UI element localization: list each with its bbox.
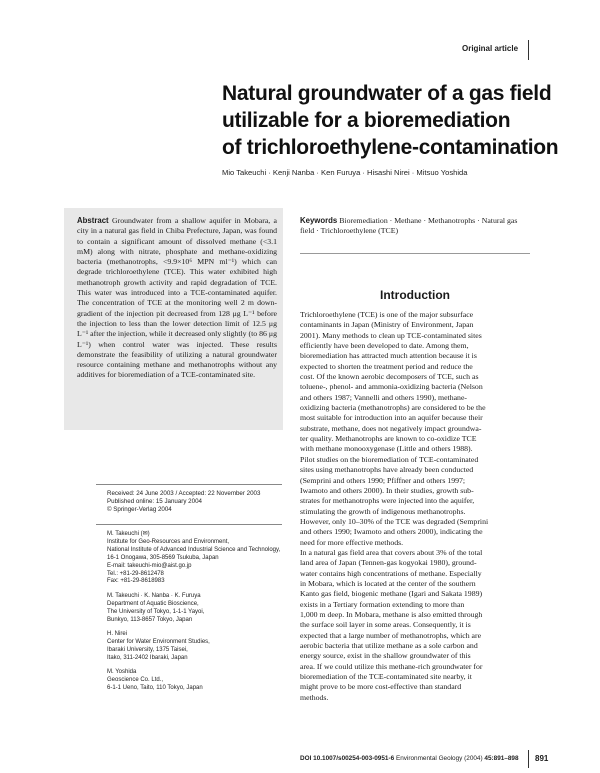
affiliation-names: H. Nirei (107, 631, 128, 637)
body-line: bioremediation of the TCE-contaminated site nearby, it (300, 672, 472, 682)
affiliation-names: M. Yoshida (107, 669, 137, 675)
body-line: the surface soil layer in some areas. Consequently, it is (300, 620, 471, 630)
body-line: stimulating the growth of indigenous methanotrophs. (300, 506, 466, 516)
body-line: land area of Japan (Tennen-gas kogyokai 1980), ground- (300, 558, 477, 568)
body-line: substrate, methane, does not negatively impact groundwa- (300, 423, 482, 433)
header-rule (528, 40, 529, 60)
affiliation-block (107, 631, 287, 663)
body-line: In a natural gas field area that covers about 3% of the total (300, 547, 483, 557)
affiliation-line: Itako, 311-2402 Ibaraki, Japan (107, 654, 188, 661)
article-title (222, 80, 559, 161)
affiliation-line: 16-1 Onogawa, 305-8569 Tsukuba, Japan (107, 554, 219, 561)
affiliation-line: National Institute of Advanced Industrial Science and Technology, (107, 546, 281, 553)
body-line: expected that a large number of methanotrophs, which are (300, 630, 482, 640)
doi: DOI 10.1007/s00254-003-0951-6 (300, 755, 395, 762)
body-line: aerobic bacteria that utilize methane as a sole carbon and (300, 641, 478, 650)
body-line: and others 1990; Iwamoto and others 2000), indicating the (300, 527, 483, 537)
body-line: sites using methanotrophs have already been conducted (300, 465, 474, 475)
affiliation-line: E-mail: takeuchi-mio@aist.go.jp (107, 562, 192, 569)
affiliation-names: M. Takeuchi (✉) (107, 531, 150, 537)
body-line: Kanto gas field, biogenic methane (Igari and Sakata 1989) (300, 589, 483, 599)
body-line: cost. Of the known aerobic decomposers of TCE, such as (300, 372, 479, 382)
abstract-label: Abstract (77, 216, 109, 225)
footer-rule (528, 750, 529, 768)
introduction-body (300, 310, 527, 703)
affiliation-block (107, 593, 287, 625)
affiliation-line: Ibaraki University, 1375 Taisei, (107, 646, 188, 653)
abstract-text: Groundwater from a shallow aquifer in Mobara, a city in a natural gas field in Chiba Prefecture, Japan, was found to contain a significant amount of dissolved methane (<3.1 mM) along with nitrate, phosphate and methane-oxidizing bacteria (methanotrophs, <9.9×10⁶ MPN ml⁻¹) which can degrade trichloroethylene (TCE). This water exhibited high methanotroph growth activity and rapid degradation of TCE. This water was introduced into a TCE-contaminated aquifer. The concentration of TCE at the monitoring well 2 m down-gradient of the injection pit decreased from 128 μg L⁻¹ before the injection to less than the lower detection limit of 12.5 μg L⁻¹ after the injection, while it decreased only slightly (to 86 μg L⁻¹) when control water was injected. These results demonstrate the feasibility of utilizing a natural groundwater resource containing methane and methanotrophs without any additives for bioremediation of a TCE-contaminated site. (77, 216, 278, 380)
body-line: most suitable for introduction into an aquifer because their (300, 413, 483, 423)
body-line: (Semprini and others 1990; Pfiffner and others 1997; (300, 475, 466, 485)
affiliation-line: Geoscience Co. Ltd., (107, 676, 164, 683)
body-line: and others 1987; Vannelli and others 1990), methane- (300, 392, 468, 402)
body-line: water contains high concentrations of methane. Especially (300, 568, 482, 578)
publication-dates (107, 490, 287, 515)
title-line: Natural groundwater of a gas field (222, 82, 552, 105)
keywords-text: Bioremediation · Methane · Methanotrophs · Natural gas field · Trichloroethylene (TCE) (300, 216, 518, 236)
keywords-rule (300, 253, 530, 254)
body-line: 2001). Many methods to clean up TCE-contaminated sites (300, 330, 482, 340)
copyright: © Springer-Verlag 2004 (107, 506, 172, 514)
received-date: Received: 24 June 2003 / Accepted: 22 November 2003 (107, 490, 261, 497)
affiliations-rule (96, 524, 282, 525)
body-line: Trichloroethylene (TCE) is one of the major subsurface (300, 310, 474, 319)
title-line: utilizable for a bioremediation (222, 109, 511, 132)
introduction-heading: Introduction (380, 288, 450, 302)
journal-name: Environmental Geology (2004) (395, 755, 483, 762)
body-line: energy source, exist in the shallow groundwater of this (300, 651, 471, 661)
body-line: oxidizing bacteria (methanotrophs) are considered to be the (300, 403, 486, 413)
body-line: might prove to be more cost-effective than standard (300, 682, 462, 692)
article-type-label: Original article (462, 44, 519, 53)
body-line: need for more effective methods. (300, 537, 404, 547)
affiliation-line: Center for Water Environment Studies, (107, 638, 210, 645)
affiliation-names: M. Takeuchi · K. Nanba · K. Furuya (107, 593, 201, 599)
body-line: expected to shorten the treatment period and reduce the (300, 361, 473, 371)
affiliation-line: Institute for Geo-Resources and Environment, (107, 538, 230, 545)
body-line: in Mobara, which is located at the center of the southern (300, 578, 476, 588)
body-line: ter quality. Methanotrophs are known to co-oxidize TCE (300, 434, 477, 444)
body-line: exists in a Tertiary formation extending to more than (300, 599, 465, 609)
body-line: 1,000 m deep. In Mobara, methane is also emitted through (300, 609, 483, 619)
body-line: area. If we could utilize this methane-rich groundwater for (300, 661, 483, 671)
affiliation-block (107, 531, 287, 586)
body-line: contaminants in Japan (Ministry of Environment, Japan (300, 320, 474, 330)
volume-pages: 45:891–898 (484, 755, 519, 762)
body-line: strates for methanotrophs were injected into the aquifer, (300, 496, 475, 506)
body-line: However, only 10–30% of the TCE was degraded (Semprini (300, 516, 489, 526)
body-line: toluene-, phenol- and ammonia-oxidizing bacteria (Nelson (300, 382, 483, 392)
body-line: Pilot studies on the bioremediation of TCE-contaminated (300, 454, 479, 464)
footer-citation (300, 755, 519, 762)
affiliation-line: Fax: +81-29-8618983 (107, 578, 165, 585)
body-line: bioremediation has attracted much attention because it is (300, 351, 477, 361)
affiliation-line: 6-1-1 Ueno, Taito, 110 Tokyo, Japan (107, 684, 203, 691)
abstract (77, 216, 277, 381)
affiliation-line: The University of Tokyo, 1-1-1 Yayoi, (107, 608, 205, 615)
keywords-label: Keywords (300, 216, 338, 225)
dates-rule (96, 484, 282, 485)
page-number: 891 (535, 754, 549, 763)
published-date: Published online: 15 January 2004 (107, 498, 202, 506)
title-line: of trichloroethylene-contamination (222, 136, 559, 159)
body-line: efficiently have been developed to date. Among them, (300, 341, 469, 351)
affiliation-block (107, 669, 287, 693)
body-line: with methane monooxygenase (Little and others 1988). (300, 444, 473, 454)
affiliation-line: Tel.: +81-29-8612478 (107, 570, 164, 577)
body-line: Iwamoto and others 2000). In their studies, growth sub- (300, 485, 474, 495)
affiliation-line: Bunkyo, 113-8657 Tokyo, Japan (107, 616, 193, 623)
author-list: Mio Takeuchi · Kenji Nanba · Ken Furuya · Hisashi Nirei · Mitsuo Yoshida (222, 168, 468, 177)
keywords (300, 216, 525, 237)
body-line: methods. (300, 692, 329, 702)
affiliation-line: Department of Aquatic Bioscience, (107, 600, 199, 607)
